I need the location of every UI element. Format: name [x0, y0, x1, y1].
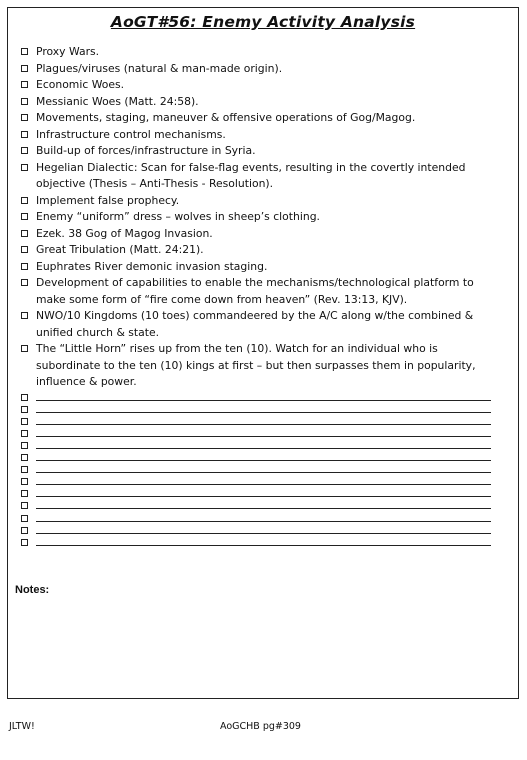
write-in-line[interactable] [36, 471, 491, 473]
write-in-line[interactable] [36, 483, 491, 485]
write-in-line[interactable] [36, 423, 491, 425]
checklist-item-text: Infrastructure control mechanisms. [36, 127, 226, 141]
blank-entry [20, 536, 505, 548]
checklist-item-text: Euphrates River demonic invasion staging. [36, 259, 268, 273]
checkbox[interactable] [21, 164, 28, 171]
checkbox[interactable] [21, 345, 28, 352]
checkbox[interactable] [21, 515, 28, 522]
checkbox[interactable] [21, 230, 28, 237]
checkbox[interactable] [21, 98, 28, 105]
checklist-item-text: Ezek. 38 Gog of Magog Invasion. [36, 226, 213, 240]
checklist [20, 44, 505, 548]
checkbox[interactable] [21, 430, 28, 437]
write-in-line[interactable] [36, 435, 491, 437]
checklist-item [20, 127, 505, 144]
checkbox[interactable] [21, 48, 28, 55]
checkbox[interactable] [21, 279, 28, 286]
checklist-item [20, 242, 505, 259]
checklist-item [20, 77, 505, 94]
blank-entry [20, 451, 505, 463]
checklist-item-text: Implement false prophecy. [36, 193, 180, 207]
checkbox[interactable] [21, 527, 28, 534]
checkbox[interactable] [21, 454, 28, 461]
checkbox[interactable] [21, 406, 28, 413]
blank-entry [20, 487, 505, 499]
checklist-item-text: Enemy “uniform” dress – wolves in sheep’s clothing. [36, 210, 320, 223]
checkbox[interactable] [21, 394, 28, 401]
blank-entry [20, 427, 505, 439]
checkbox[interactable] [21, 466, 28, 473]
blank-entry [20, 391, 505, 403]
checkbox[interactable] [21, 246, 28, 253]
write-in-line[interactable] [36, 544, 491, 546]
checkbox[interactable] [21, 539, 28, 546]
page-title: AoGT#56: Enemy Activity Analysis [110, 13, 416, 31]
notes-label: Notes: [15, 584, 50, 596]
blank-entry [20, 415, 505, 427]
checkbox[interactable] [21, 312, 28, 319]
checklist-item-text: Build-up of forces/infrastructure in Syria. [36, 144, 256, 157]
checkbox[interactable] [21, 65, 28, 72]
write-in-line[interactable] [36, 532, 491, 534]
checklist-item [20, 193, 505, 210]
checklist-item-text: NWO/10 Kingdoms (10 toes) commandeered by the A/C along w/the combined & unified church & state. [36, 309, 474, 339]
checklist-item-text: Messianic Woes (Matt. 24:58). [36, 94, 199, 108]
checklist-item [20, 61, 505, 78]
checklist-item [20, 226, 505, 243]
blank-entry [20, 511, 505, 523]
checklist-item-text: Hegelian Dialectic: Scan for false-flag events, resulting in the covertly intended objective (Thesis – Anti-Thesis - Resolution). [36, 160, 466, 190]
checkbox[interactable] [21, 197, 28, 204]
checklist-item [20, 275, 505, 308]
checkbox[interactable] [21, 213, 28, 220]
blank-entry [20, 439, 505, 451]
checklist-item-text: Proxy Wars. [36, 45, 100, 58]
checkbox[interactable] [21, 478, 28, 485]
checklist-item [20, 160, 505, 193]
checklist-item [20, 259, 505, 276]
checkbox[interactable] [21, 442, 28, 449]
checklist-item [20, 110, 505, 127]
blank-entry [20, 499, 505, 511]
write-in-line[interactable] [36, 507, 491, 509]
checkbox[interactable] [21, 263, 28, 270]
checklist-item [20, 44, 505, 61]
write-in-line[interactable] [36, 495, 491, 497]
checkbox[interactable] [21, 131, 28, 138]
write-in-line[interactable] [36, 399, 491, 401]
checklist-item-text: Economic Woes. [36, 78, 125, 91]
footer-left-text: JLTW! [9, 721, 35, 732]
checkbox[interactable] [21, 490, 28, 497]
blank-entry [20, 475, 505, 487]
write-in-line[interactable] [36, 447, 491, 449]
checklist-item-text: Movements, staging, maneuver & offensive operations of Gog/Magog. [36, 111, 416, 124]
checkbox[interactable] [21, 114, 28, 121]
checklist-item-text: Development of capabilities to enable the mechanisms/technological platform to make some form of “fire come down from heaven” (Rev. 13:13, KJV). [36, 276, 474, 306]
checkbox[interactable] [21, 502, 28, 509]
page-frame [7, 7, 519, 699]
checklist-item [20, 143, 505, 160]
checklist-item-text: Great Tribulation (Matt. 24:21). [36, 243, 204, 256]
checkbox[interactable] [21, 81, 28, 88]
checkbox[interactable] [21, 147, 28, 154]
footer-page-number: AoGCHB pg#309 [220, 721, 301, 732]
write-in-line[interactable] [36, 520, 491, 522]
blank-entry [20, 403, 505, 415]
blank-entry [20, 524, 505, 536]
checkbox[interactable] [21, 418, 28, 425]
checklist-item [20, 341, 505, 391]
checklist-item-text: Plagues/viruses (natural & man-made origin). [36, 61, 283, 75]
write-in-line[interactable] [36, 411, 491, 413]
checklist-item-text: The “Little Horn” rises up from the ten (10). Watch for an individual who is subordinate to the ten (10) kings at first – but then surpasses them in popularity, influence & power. [36, 342, 476, 388]
write-in-line[interactable] [36, 459, 491, 461]
checklist-item [20, 209, 505, 226]
blank-entry [20, 463, 505, 475]
checklist-item [20, 308, 505, 341]
checklist-item [20, 94, 505, 111]
